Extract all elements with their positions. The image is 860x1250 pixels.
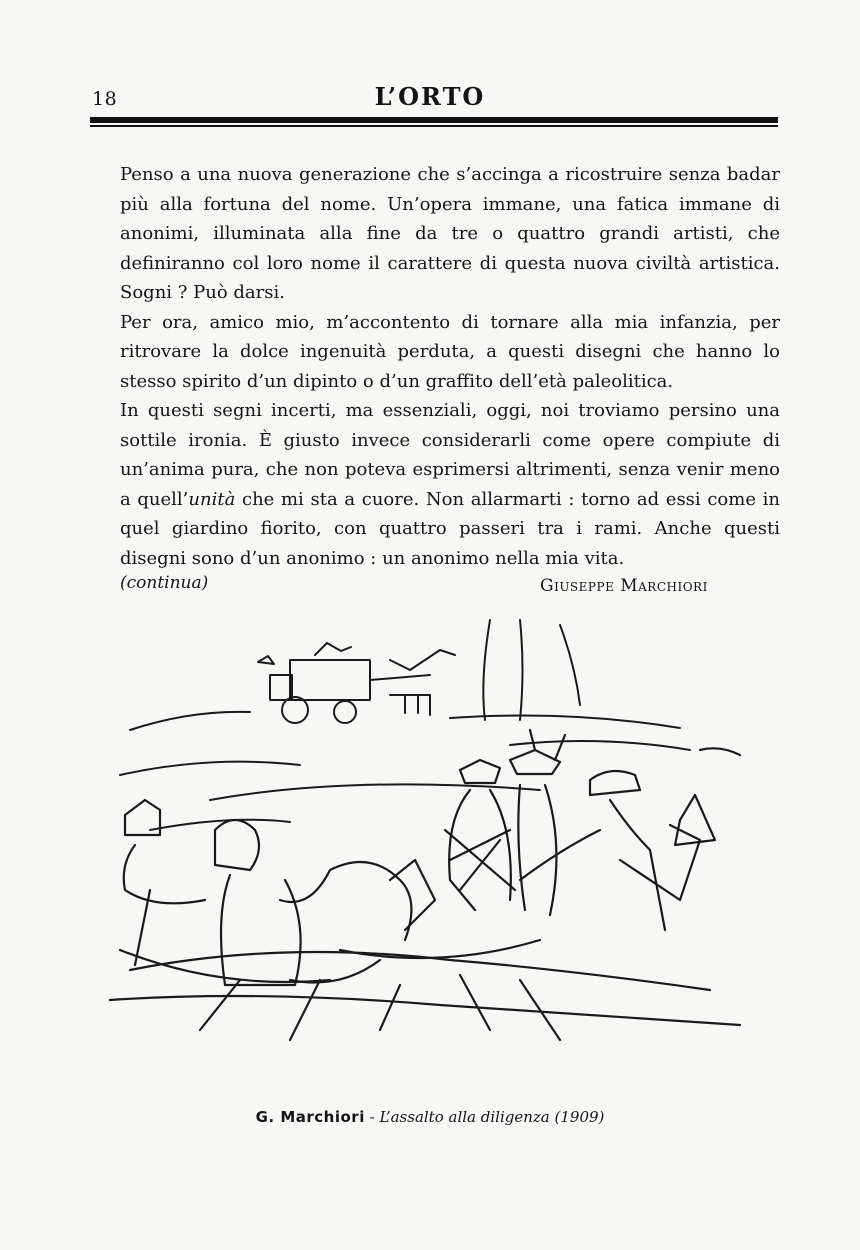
journal-title: L’ORTO bbox=[374, 82, 486, 111]
author-signature: Giuseppe Marchiori bbox=[540, 576, 708, 596]
stagecoach-drawing bbox=[258, 643, 455, 723]
rider-figures bbox=[110, 800, 740, 1040]
italic-word: unità bbox=[188, 488, 236, 510]
landscape-strokes bbox=[120, 620, 690, 830]
article-paragraph bbox=[120, 396, 780, 573]
continua-note: (continua) bbox=[120, 573, 209, 593]
article-paragraph: Penso a una nuova generazione che s’accinga a ricostruire senza badar più alla fortuna del nome. Un’opera immane, una fatica immane di anonimi, illuminata alla fine da tre o quattro grandi artisti, che definiranno col loro nome il carattere di questa nuova civiltà artistica. Sogni ? Può darsi. bbox=[120, 164, 780, 303]
paragraph-text: In questi segni incerti, ma essenziali, oggi, noi troviamo persino una sottile ironia. È giusto invece considerarli come opere compiute di un’anima pura, che non poteva esprimersi altrimenti, senza venir meno a quell’ bbox=[120, 400, 780, 510]
header-rule-thick bbox=[90, 117, 778, 123]
bandit-figures bbox=[445, 730, 740, 930]
pen-drawing-illustration bbox=[90, 600, 790, 1100]
page-number: 18 bbox=[92, 88, 118, 110]
caption-artist: G. Marchiori bbox=[255, 1108, 365, 1126]
header-rule-thin bbox=[90, 125, 778, 127]
caption-separator: - bbox=[364, 1108, 380, 1126]
caption-title: L’assalto alla diligenza (1909) bbox=[379, 1108, 605, 1126]
article-paragraph: Per ora, amico mio, m’accontento di tornare alla mia infanzia, per ritrovare la dolce ingenuità perduta, a questi disegni che hanno lo stesso spirito d’un dipinto o d’un graffito dell’età paleolitica. bbox=[120, 311, 780, 392]
article-body bbox=[120, 160, 780, 573]
paragraph-text: che mi sta a cuore. Non allarmarti : torno ad essi come in quel giardino fiorito, con quattro passeri tra i rami. Anche questi disegni sono d’un anonimo : un anonimo nella mia vita. bbox=[120, 488, 780, 569]
figure-caption bbox=[0, 1108, 860, 1126]
